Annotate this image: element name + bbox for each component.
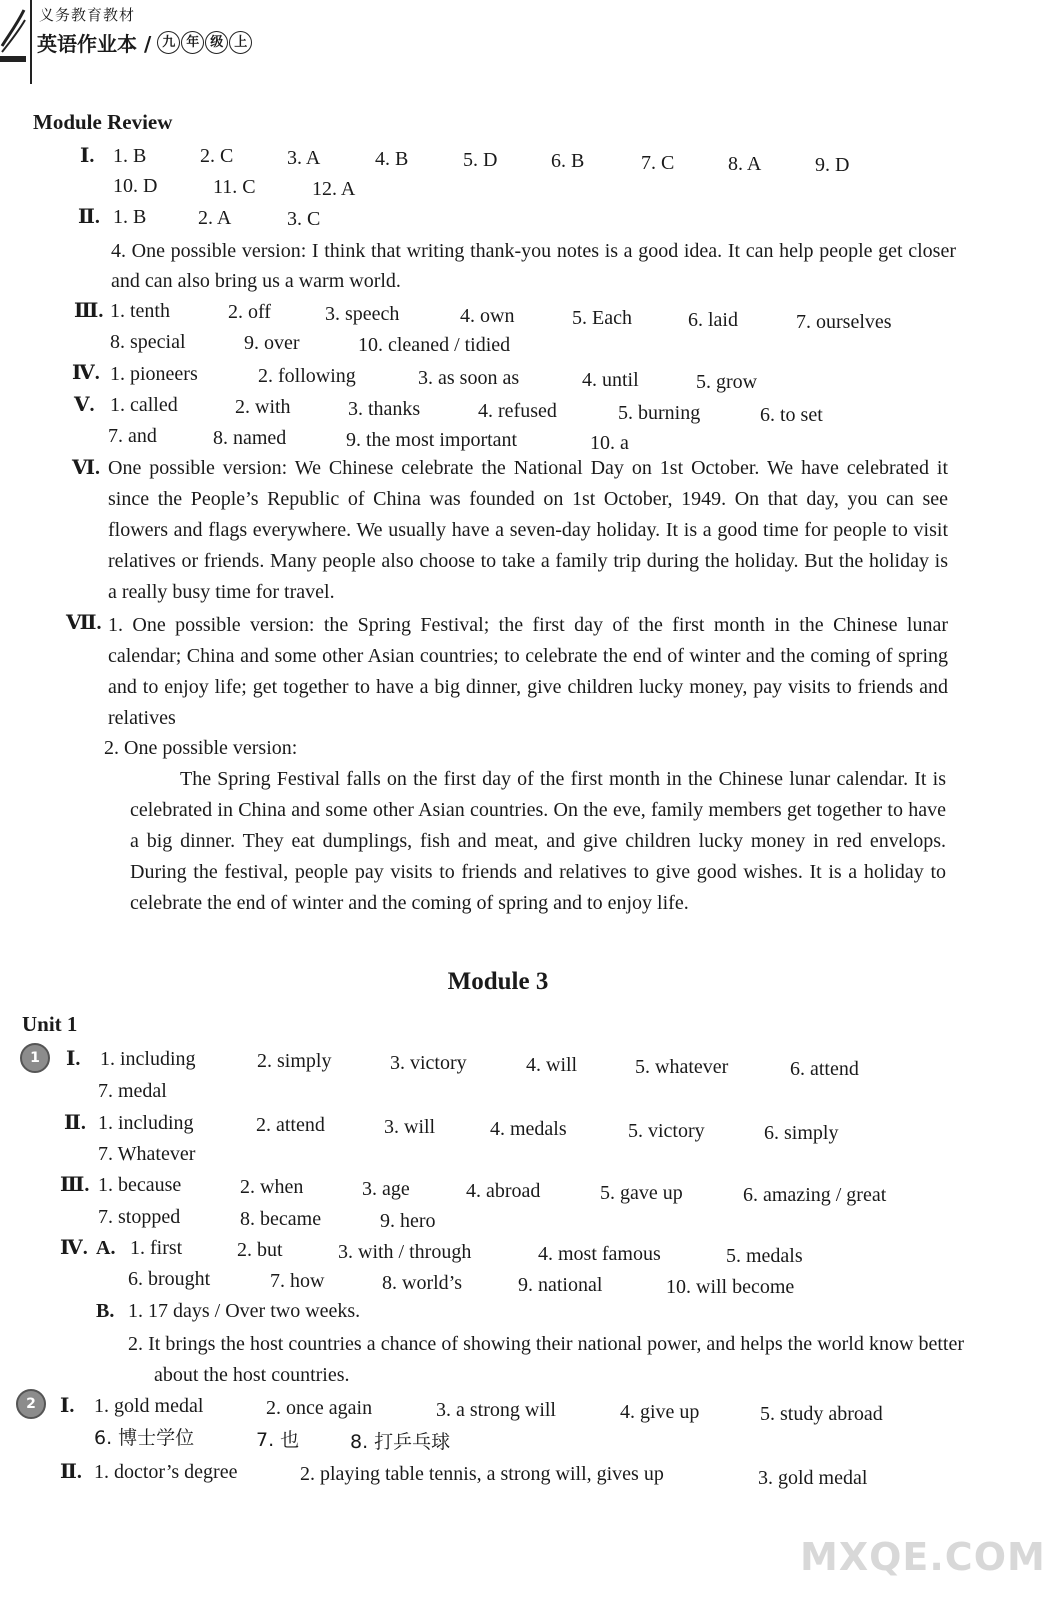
answer: 3. will: [384, 1116, 436, 1138]
section-label: Ⅳ.: [60, 1237, 88, 1259]
answer: 9. the most important: [346, 429, 518, 451]
answer: 2. C: [200, 145, 234, 167]
subsection-label: B.: [96, 1300, 115, 1322]
answer: 1. B: [113, 145, 147, 167]
answer: 1. including: [98, 1112, 194, 1134]
section-label: Ⅰ.: [60, 1395, 75, 1417]
answer: 5. Each: [572, 307, 632, 329]
answer: 7. 也: [256, 1429, 300, 1451]
answer: 1. tenth: [110, 300, 170, 322]
grade-char: 九: [157, 31, 180, 54]
answer-paragraph: 2. It brings the host countries a chance of showing their national power, and helps the world know better about the host countries.: [128, 1333, 964, 1386]
section-label: Ⅱ.: [60, 1461, 82, 1483]
answer: 5. gave up: [600, 1182, 683, 1204]
answer: 10. a: [590, 432, 629, 454]
site-watermark: MXQE.COM: [800, 1535, 1046, 1579]
answer: 2. with: [235, 396, 291, 418]
answer: 5. grow: [696, 371, 758, 393]
answer-paragraph: 4. One possible version: I think that writing thank-you notes is a good idea. It can help people get closer and can also bring us a warm world.: [111, 240, 956, 292]
answer: 6. attend: [790, 1058, 859, 1080]
answer: 2. One possible version:: [104, 737, 298, 759]
answer: 7. and: [108, 425, 157, 447]
answer: 2. attend: [256, 1114, 325, 1136]
answer: 1. B: [113, 206, 147, 228]
answer: 9. D: [815, 154, 850, 176]
answer: 6. simply: [764, 1122, 839, 1144]
answer: 1. because: [98, 1174, 182, 1196]
answer: 1. pioneers: [110, 363, 198, 385]
answer: 4. own: [460, 305, 515, 327]
answer: 5. study abroad: [760, 1403, 883, 1425]
answer: 10. cleaned / tidied: [358, 334, 511, 356]
answer: 3. C: [287, 208, 321, 230]
answer: 10. will become: [666, 1276, 795, 1298]
section-label: Ⅶ.: [66, 612, 102, 634]
answer: 5. burning: [618, 402, 701, 424]
answer: 8. became: [240, 1208, 322, 1230]
answer-paragraph: One possible version: We Chinese celebrate the National Day on 1st October. We have celebrated it since the People’s Republic of China was founded on 1st October, 1949. On that day, you can see flowers and flags everywhere. We usually have a seven-day holiday. It is a good time for people to visit relatives or friends. Many people also choose to take a family trip during the holiday. But the holiday is a really busy time for travel.: [108, 457, 948, 603]
module-title: Module 3: [447, 968, 549, 995]
answer: 2. playing table tennis, a strong will, gives up: [300, 1463, 664, 1485]
answer: 3. gold medal: [758, 1467, 868, 1489]
answer: 1. gold medal: [94, 1395, 204, 1417]
answer-paragraph: 1. One possible version: the Spring Festival; the first day of the first month in the Chinese lunar calendar; China and some other Asian countries; to celebrate the end of winter and the coming of spring and to enjoy life; get together to have a big dinner, give children lucky money, pay visits to friends and relatives: [108, 614, 948, 729]
answer: 9. national: [518, 1274, 603, 1296]
header-divider: [30, 0, 32, 84]
grade-char: 年: [181, 31, 204, 54]
answer: 8. 打乒乓球: [350, 1431, 451, 1453]
grade-badge: [157, 31, 253, 54]
answer: 3. a strong will: [436, 1399, 556, 1421]
subsection-label: A.: [96, 1237, 116, 1259]
answer: 4. will: [526, 1054, 578, 1076]
answer: 7. stopped: [98, 1206, 181, 1228]
answer: 1. 17 days / Over two weeks.: [128, 1300, 361, 1322]
answer: 12. A: [312, 178, 356, 200]
answer: 5. medals: [726, 1245, 803, 1267]
answer: 3. thanks: [348, 398, 421, 420]
answer: 6. to set: [760, 404, 823, 426]
answer: 9. hero: [380, 1210, 436, 1232]
answer: 7. C: [641, 152, 675, 174]
grade-char: 级: [205, 31, 228, 54]
answer: 3. age: [362, 1178, 410, 1200]
answer: 6. amazing / great: [743, 1184, 887, 1206]
answer: 7. medal: [98, 1080, 167, 1102]
answer: 2. off: [228, 301, 271, 323]
answer: 5. whatever: [635, 1056, 729, 1078]
answer: 5. D: [463, 149, 498, 171]
lesson-badge: 2: [16, 1389, 46, 1419]
answer: 7. how: [270, 1270, 325, 1292]
answer: 8. world’s: [382, 1272, 462, 1294]
answer-paragraph: The Spring Festival falls on the first day of the first month in the Chinese lunar calendar. It is celebrated in China and some other Asian countries. On the eve, family members get together to have a big dinner. They eat dumplings, fish and meat, and give children lucky money in red envelops. During the festival, people pay visits to friends and relatives to give good wishes. It is a holiday to celebrate the end of winter and the coming of spring and to enjoy life.: [130, 768, 946, 914]
publisher-logo-icon: [0, 6, 26, 68]
answer: 2. when: [240, 1176, 304, 1198]
answer: 8. named: [213, 427, 287, 449]
answer: 4. most famous: [538, 1243, 661, 1265]
answer: 2. following: [258, 365, 356, 387]
book-title: [37, 28, 253, 57]
series-title: 义务教育教材: [39, 6, 136, 24]
answer: 7. Whatever: [98, 1143, 196, 1165]
book-title-text: 英语作业本 /: [37, 32, 152, 56]
answer: 9. over: [244, 332, 300, 354]
module-review-title: Module Review: [33, 110, 173, 134]
section-label: Ⅰ.: [80, 145, 95, 167]
section-label: Ⅲ.: [60, 1174, 90, 1196]
answer: 3. as soon as: [418, 367, 520, 389]
section-label: Ⅲ.: [74, 300, 104, 322]
answer: 6. 博士学位: [94, 1427, 195, 1449]
answer: 2. but: [237, 1239, 283, 1261]
answer: 1. including: [100, 1048, 196, 1070]
answer: 4. medals: [490, 1118, 567, 1140]
answer: 1. doctor’s degree: [94, 1461, 238, 1483]
lesson-badge: 1: [20, 1043, 50, 1073]
answer: 4. refused: [478, 400, 557, 422]
answer: 3. A: [287, 147, 321, 169]
answer: 8. special: [110, 331, 186, 353]
section-label: Ⅰ.: [66, 1048, 81, 1070]
answer: 1. called: [110, 394, 178, 416]
answer: 3. with / through: [338, 1241, 472, 1263]
answer: 4. until: [582, 369, 639, 391]
section-label: Ⅳ.: [72, 362, 100, 384]
answer: 6. B: [551, 150, 585, 172]
answer: 4. B: [375, 148, 409, 170]
section-label: Ⅱ.: [78, 206, 100, 228]
section-label: Ⅴ.: [74, 394, 95, 416]
answer: 3. victory: [390, 1052, 467, 1074]
answer: 11. C: [213, 176, 256, 198]
answer: 2. once again: [266, 1397, 373, 1419]
answer: 4. abroad: [466, 1180, 541, 1202]
page-header: [0, 0, 996, 92]
section-label: Ⅱ.: [64, 1112, 86, 1134]
answer: 8. A: [728, 153, 762, 175]
section-label: Ⅵ.: [72, 457, 100, 479]
unit-title: Unit 1: [22, 1012, 78, 1036]
answer: 4. give up: [620, 1401, 700, 1423]
answer: 7. ourselves: [796, 311, 892, 333]
answer: 5. victory: [628, 1120, 705, 1142]
answer: 2. simply: [257, 1050, 332, 1072]
grade-char: 上: [229, 31, 252, 54]
answer: 3. speech: [325, 303, 400, 325]
answer: 6. laid: [688, 309, 738, 331]
answer: 10. D: [113, 175, 158, 197]
answer: 2. A: [198, 207, 232, 229]
answer: 6. brought: [128, 1268, 211, 1290]
answer: 1. first: [130, 1237, 183, 1259]
